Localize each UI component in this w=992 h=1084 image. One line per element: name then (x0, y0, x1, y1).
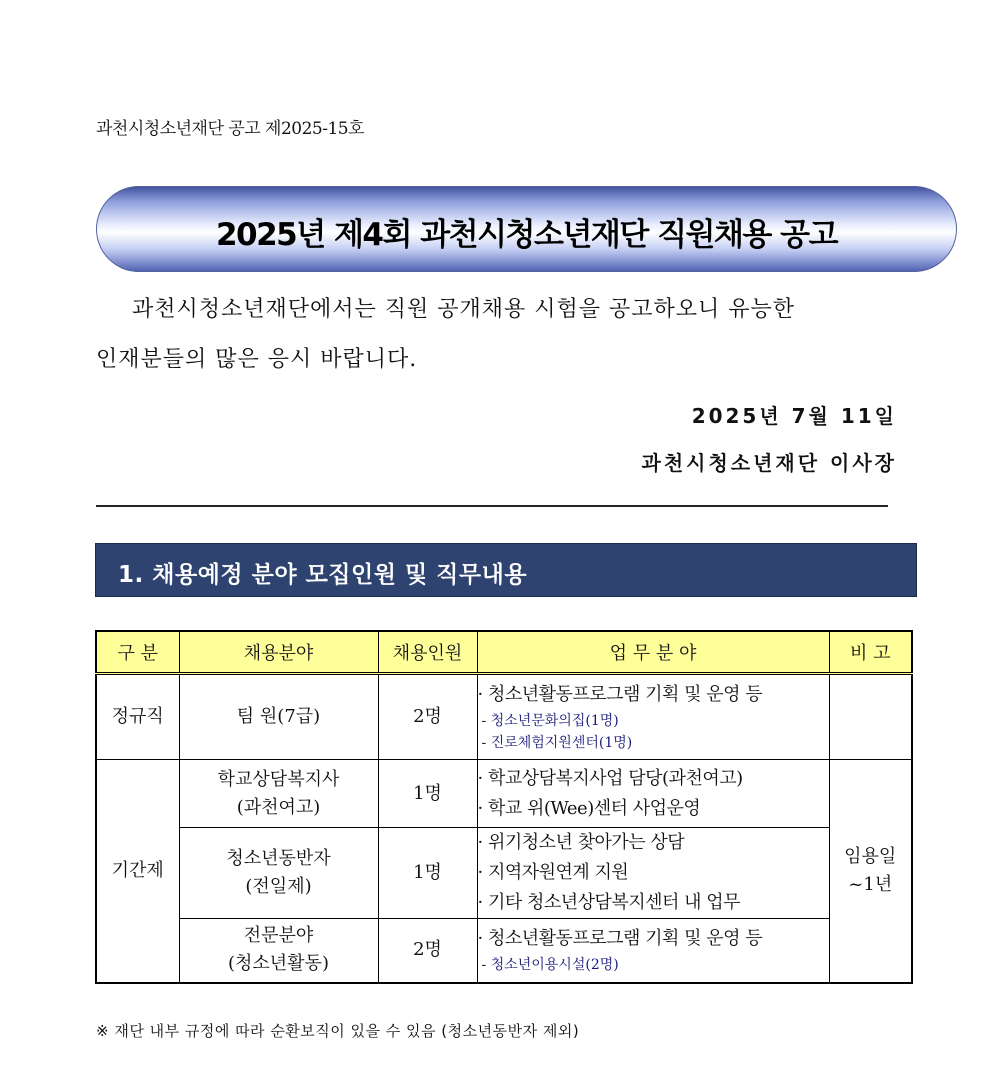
duty-item: · 청소년활동프로그램 기획 및 운영 등 (477, 928, 763, 950)
sub-dash: - (481, 735, 491, 751)
divider-line (96, 505, 888, 507)
duty-item: · 학교상담복지사업 담당(과천여고) (477, 767, 743, 789)
sub-item (478, 732, 829, 754)
table-row (96, 919, 912, 983)
category-fixed-term: 기간제 (96, 760, 179, 983)
footnote: ※ 재단 내부 규정에 따라 순환보직이 있을 수 있음 (청소년동반자 제외) (96, 1022, 580, 1040)
duties-cell (477, 919, 829, 983)
duty-item: · 학교 위(Wee)센터 사업운영 (477, 797, 701, 819)
notice-date: 2025년 7월 11일 (691, 404, 897, 428)
recruitment-table (95, 630, 913, 984)
sub-item-text: 진로체험지원센터(1명) (490, 735, 633, 751)
field-cell: 팀 원(7급) (179, 674, 378, 760)
duty-item: · 기타 청소년상담복지센터 내 업무 (477, 892, 741, 913)
header-count: 채용인원 (378, 631, 477, 674)
sub-item-text: 청소년문화의집(1명) (490, 713, 619, 729)
count-cell: 1명 (378, 760, 477, 828)
sub-dash: - (481, 713, 491, 729)
table-header-row (96, 631, 912, 674)
title-banner (96, 186, 957, 272)
field-cell: 청소년동반자 (전일제) (179, 828, 378, 919)
count-cell: 2명 (378, 674, 477, 760)
header-duties: 업 무 분 야 (477, 631, 829, 674)
sub-item-text: 청소년이용시설(2명) (490, 957, 619, 974)
intro-line-2: 인재분들의 많은 응시 바랍니다. (96, 347, 418, 372)
field-cell: 학교상담복지사 (과천여고) (179, 760, 378, 828)
table-row (96, 828, 912, 919)
remarks-cell: 임용일 ~1년 (829, 760, 912, 983)
sub-dash: - (481, 957, 491, 974)
count-cell: 1명 (378, 828, 477, 919)
header-category: 구 분 (96, 631, 179, 674)
intro-paragraph (96, 285, 896, 385)
header-remarks: 비 고 (829, 631, 912, 674)
duty-item: · 청소년활동프로그램 기획 및 운영 등 (477, 684, 763, 705)
duty-item: · 지역자원연계 지원 (477, 862, 629, 883)
duties-cell (477, 828, 829, 919)
sub-item (478, 710, 829, 732)
sub-item (478, 954, 829, 976)
duties-cell (477, 674, 829, 760)
count-cell: 2명 (378, 919, 477, 983)
notice-number: 과천시청소년재단 공고 제2025-15호 (96, 119, 365, 139)
page-title: 2025년 제4회 과천시청소년재단 직원채용 공고 (215, 217, 838, 253)
section-title: 1. 채용예정 분야 모집인원 및 직무내용 (118, 562, 528, 588)
remarks-cell-empty (829, 674, 912, 760)
issuer: 과천시청소년재단 이사장 (641, 451, 897, 475)
duty-item: · 위기청소년 찾아가는 상담 (477, 832, 685, 853)
table-row (96, 760, 912, 828)
section-header (95, 543, 917, 597)
duties-cell (477, 760, 829, 828)
category-permanent: 정규직 (96, 674, 179, 760)
header-field: 채용분야 (179, 631, 378, 674)
intro-line-1: 과천시청소년재단에서는 직원 공개채용 시험을 공고하오니 유능한 (132, 297, 796, 322)
table-row (96, 674, 912, 760)
field-cell: 전문분야 (청소년활동) (179, 919, 378, 983)
